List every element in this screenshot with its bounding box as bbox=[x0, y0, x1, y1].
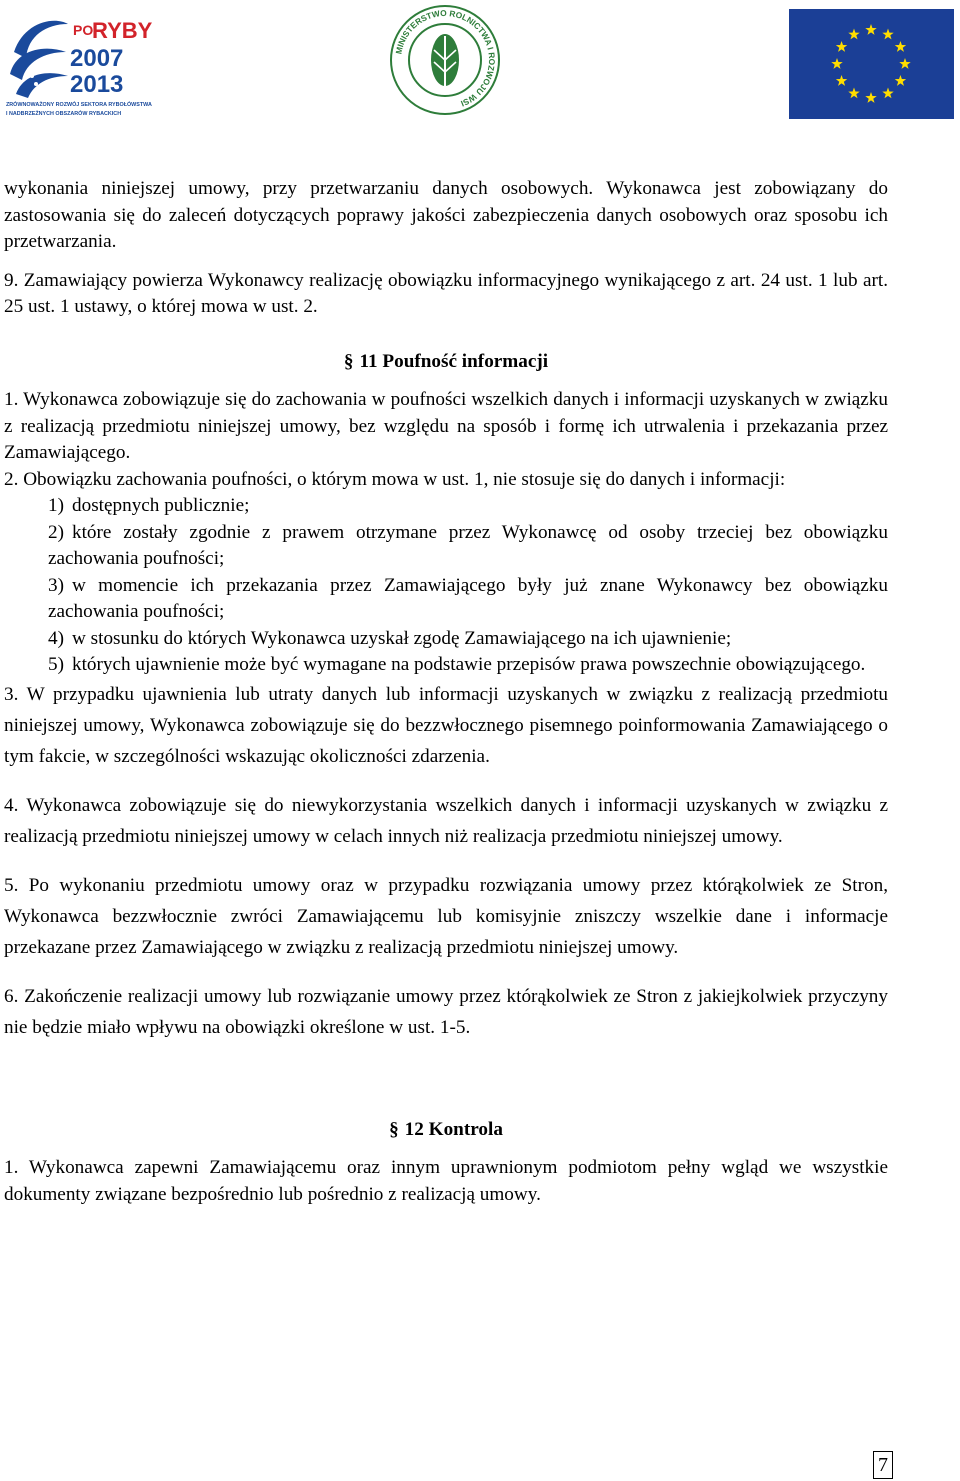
logo-year-start: 2007 bbox=[70, 45, 124, 72]
clause-11-6: 6. Zakończenie realizacji umowy lub rozwiązanie umowy przez którąkolwiek ze Stron z jakiejkolwiek przyczyny nie będzie miało wpływu na obowiązki określone w ust. 1-5. bbox=[4, 985, 888, 1038]
exceptions-list bbox=[4, 493, 888, 679]
paragraph-9: 9. Zamawiający powierza Wykonawcy realizację obowiązku informacyjnego wynikającego z art. 24 ust. 1 lub art. 25 ust. 1 ustawy, o której mowa w ust. 2. bbox=[4, 269, 888, 317]
list-item-text: które zostały zgodnie z prawem otrzymane przez Wykonawcę od osoby trzeciej bez obowiązku zachowania poufności; bbox=[48, 521, 888, 569]
logo-ryby-text: RYBY bbox=[92, 18, 153, 43]
clause-11-1: 1. Wykonawca zobowiązuje się do zachowania w poufności wszelkich danych i informacji uzyskanych w związku z realizacją przedmiotu niniejszej umowy, bez względu na sposób i formę ich utrwalenia i przekazania przez Zamawiającego. bbox=[4, 389, 888, 463]
section-11-title: 11 Poufność informacji bbox=[359, 350, 549, 372]
clause-11-3: 3. W przypadku ujawnienia lub utraty danych lub informacji uzyskanych w związku z realizacją przedmiotu niniejszej umowy, Wykonawca zobowiązuje się do bezzwłocznego pisemnego poinformowania Zamawiającego o tym fakcie, w szczególności wskazując okoliczności zdarzenia. bbox=[4, 683, 888, 767]
document-body bbox=[4, 176, 888, 1208]
clause-12-1: 1. Wykonawca zapewni Zamawiającemu oraz innym uprawnionym podmiotom pełny wgląd we wszystkie dokumenty związane bezpośrednio lub pośrednio z realizacją umowy. bbox=[4, 1157, 888, 1205]
list-item-number: 2) bbox=[48, 521, 64, 543]
logo-year-end: 2013 bbox=[70, 71, 124, 98]
list-item-text: w stosunku do których Wykonawca uzyskał zgodę Zamawiającego na ich ujawnienie; bbox=[72, 627, 732, 649]
logo-po-text: PO bbox=[73, 22, 94, 38]
list-item bbox=[48, 626, 888, 653]
list-item bbox=[48, 520, 888, 573]
list-item bbox=[48, 493, 888, 520]
list-item-text: w momencie ich przekazania przez Zamawiającego były już znane Wykonawcy bez obowiązku zachowania poufności; bbox=[48, 574, 888, 622]
clause-11-4: 4. Wykonawca zobowiązuje się do niewykorzystania wszelkich danych i informacji uzyskanych w związku z realizacją przedmiotu niniejszej umowy w celach innych niż realizacja przedmiotu niniejszej umowy. bbox=[4, 794, 888, 847]
list-item-text: których ujawnienie może być wymagane na podstawie przepisów prawa powszechnie obowiązującego. bbox=[72, 654, 866, 675]
po-ryby-logo bbox=[6, 14, 153, 120]
paragraph-intro: wykonania niniejszej umowy, przy przetwarzaniu danych osobowych. Wykonawca jest zobowiązany do zastosowania się do zaleceń dotyczących poprawy jakości zabezpieczenia danych osobowych oraz sposobu ich przetwarzania. bbox=[4, 178, 888, 252]
list-item-number: 4) bbox=[48, 627, 64, 649]
seal-ring-text: MINISTERSTWO ROLNICTWA I ROZWOJU WSI bbox=[393, 7, 498, 109]
list-item-number: 1) bbox=[48, 495, 64, 516]
eu-flag-logo bbox=[789, 9, 954, 119]
clause-11-2: 2. Obowiązku zachowania poufności, o którym mowa w ust. 1, nie stosuje się do danych i informacji: bbox=[4, 468, 786, 490]
section-12-title: 12 Kontrola bbox=[404, 1118, 503, 1140]
section-sign: § bbox=[389, 1118, 399, 1140]
list-item-text: dostępnych publicznie; bbox=[72, 495, 250, 516]
list-item bbox=[48, 652, 888, 679]
list-item-number: 5) bbox=[48, 654, 64, 675]
section-11-heading bbox=[4, 349, 888, 376]
logo-tagline-2: I NADBRZEŻNYCH OBSZARÓW RYBACKICH bbox=[6, 111, 122, 117]
logo-tagline-1: ZRÓWNOWAŻONY ROZWÓJ SEKTORA RYBOŁÓWSTWA bbox=[6, 102, 152, 108]
page-number: 7 bbox=[873, 1451, 893, 1479]
list-item-number: 3) bbox=[48, 574, 64, 596]
section-12-heading bbox=[4, 1117, 888, 1144]
ministry-seal-logo bbox=[388, 4, 502, 116]
list-item bbox=[48, 573, 888, 626]
section-sign: § bbox=[343, 350, 354, 372]
clause-11-5: 5. Po wykonaniu przedmiotu umowy oraz w przypadku rozwiązania umowy przez którąkolwiek ze Stron, Wykonawca bezzwłocznie zwróci Zamawiającemu lub komisyjnie zniszczy wszelkie dane i informacje przekazane przez Zamawiającego w związku z realizacją przedmiotu niniejszej umowy. bbox=[4, 874, 888, 958]
